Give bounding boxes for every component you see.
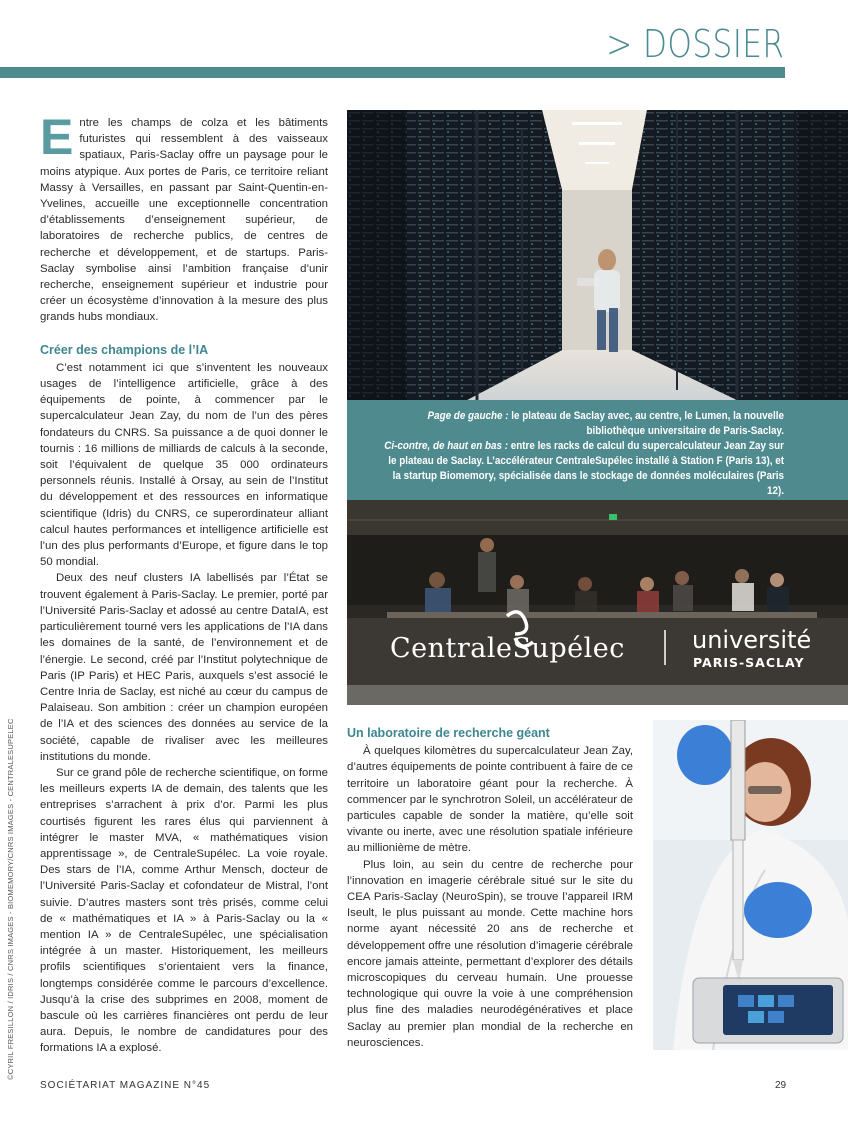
intro-text: ntre les champs de colza et les bâtiments futuristes qui ressemblent à des vaisseaux spatiaux, Paris-Saclay offre un paysage pour le moins atypique. Aux portes de Paris, ce territoire reliant Massy à Versailles, en passant par Saint-Quentin-en-Yvelines, accueille une exceptionnelle concentration d’établissements d’enseignement supérieur, de laboratoires de recherche publics, de centres de recherche et développement, et de startups. Paris-Saclay symbolise ainsi l’ambition française d’unir recherche, enseignement supérieur et industrie pour créer un écosystème d’innovation à la mesure des plus grands hubs mondiaux. [40,117,328,324]
paragraph: C’est notamment ici que s’inventent les nouveaux usages de l’intelligence artificielle, grâce à des équipements de pointe, à commencer par le supercalculateur Jean Zay, du nom de l’un des pères fondateurs du CNRS. Sa puissance a de quoi donner le tournis : 16 millions de milliards de calculs à la seconde, soit l’équivalent de quelque 35 000 ordinateurs personnels réunis. Installé à Orsay, au sein de l’Institut du développement et des ressources en informatique scientifique (Idris) du CNRS, ce superordinateur alliant calcul hautes performances et intelligence artificielle est l’un des plus performants d’Europe, et figure dans le top 50 mondial. [40,361,328,569]
section-title: > DOSSIER [605,22,784,66]
header-rule [0,67,785,78]
paragraph: À quelques kilomètres du supercalculateur Jean Zay, d’autres équipements de pointe contribuent à faire de ce territoire un laboratoire géant pour la recherche. À commencer par le synchrotron Soleil, un accélérateur de particules capable de sonder la matière, qu’elle soit vivante ou inerte, avec une résolution spatiale inférieure au millionième de mètre. [347,745,633,855]
scientist-pipette-photo [653,720,848,1050]
universite-logo-bottom: PARIS-SACLAY [693,655,805,670]
right-column [347,725,633,1051]
caption-lead: Ci-contre, de haut en bas : [384,440,509,452]
centralesupelec-logo: CentraleSupélec [390,633,625,664]
magazine-footer: SOCIÉTARIAT MAGAZINE N°45 [40,1080,211,1091]
left-column [40,109,328,1057]
page-number: 29 [775,1080,787,1091]
intro-paragraph [40,109,328,326]
centralesupelec-lab-photo [347,500,848,705]
caption-lead: Page de gauche : [427,410,509,422]
supercomputer-photo [347,110,848,400]
drop-cap: E [40,109,74,165]
universite-logo-top: université [692,626,812,654]
section-heading-lab: Un laboratoire de recherche géant [347,726,550,740]
photo-caption-box [347,400,848,500]
caption-text: entre les racks de calcul du supercalculateur Jean Zay sur le plateau de Saclay. L’accélérateur CentraleSupélec installé à Station F (Paris 13), et la startup Biomemory, spécialisée dans le stockage de données moléculaires (Paris 12). [388,440,784,497]
caption-text: le plateau de Saclay avec, au centre, le Lumen, la nouvelle bibliothèque universitaire de Paris-Saclay. [508,410,784,437]
paragraph: Sur ce grand pôle de recherche scientifique, on forme les meilleurs experts IA de demain, des talents que les entreprises s’arrachent à prix d’or. Parmi les plus courtisés figurent les rares élus qui parviennent à intégrer le master MVA, « mathématiques vision apprentissage », de CentraleSupélec. La voie royale. Des stars de l’IA, comme Arthur Mensch, docteur de l’Université Paris-Saclay et cofondateur de Mistral, l’ont suivie. D’autres masters sont très prisés, comme celui de « mathématiques et IA » à Paris-Saclay ou la « mention IA » de CentraleSupélec, une spécialisation intégrée à un master. Historiquement, les meilleurs profils scientifiques s’orientaient vers la finance, longtemps considérée comme le parcours d’excellence. Jusqu’à la crise des subprimes en 2008, moment de bascule où les carrières financières ont perdu de leur aura. Depuis, le nombre de candidatures pour des formations IA a explosé. [40,766,328,1055]
section-heading-ia: Créer des champions de l’IA [40,342,209,357]
paragraph: Plus loin, au sein du centre de recherche pour l’innovation en imagerie cérébrale situé sur le site du CEA Paris-Saclay (NeuroSpin), se trouve l’appareil IRM Iseult, le plus puissant au monde. Cette machine hors norme ayant nécessité 20 ans de recherche et développement offre une résolution d’imagerie cérébrale encore jamais atteinte, permettant d’explorer des détails microscopiques du cerveau humain. Une prouesse technologique qui ouvre la voie à une compréhension plus fine des maladies neurodégénératives et place Saclay au premier plan mondial de la recherche en neurosciences. [347,858,633,1049]
photo-caption [384,409,784,499]
photo-credit: ©CYRIL FRESILLON / IDRIS / CNRS IMAGES - BIOMEMORY/CNRS IMAGES - CENTRALESUPELEC [6,718,15,1080]
paragraph: Deux des neuf clusters IA labellisés par l’État se trouvent également à Paris-Saclay. Le premier, porté par l’Université Paris-Saclay et adossé au centre DataIA, est particulièrement tourné vers les applications de l’IA dans les domaines de la santé, de l’environnement et de l’énergie. Le second, créé par l’Institut polytechnique de Paris (IP Paris) et HEC Paris, auxquels s’est associé le Centre Inria de Saclay, est niché au cœur du campus de Palaiseau. Son ambition : créer un champion européen de l’IA et des sciences des données au service de la société, capable de rivaliser avec les meilleures institutions du monde. [40,572,328,763]
